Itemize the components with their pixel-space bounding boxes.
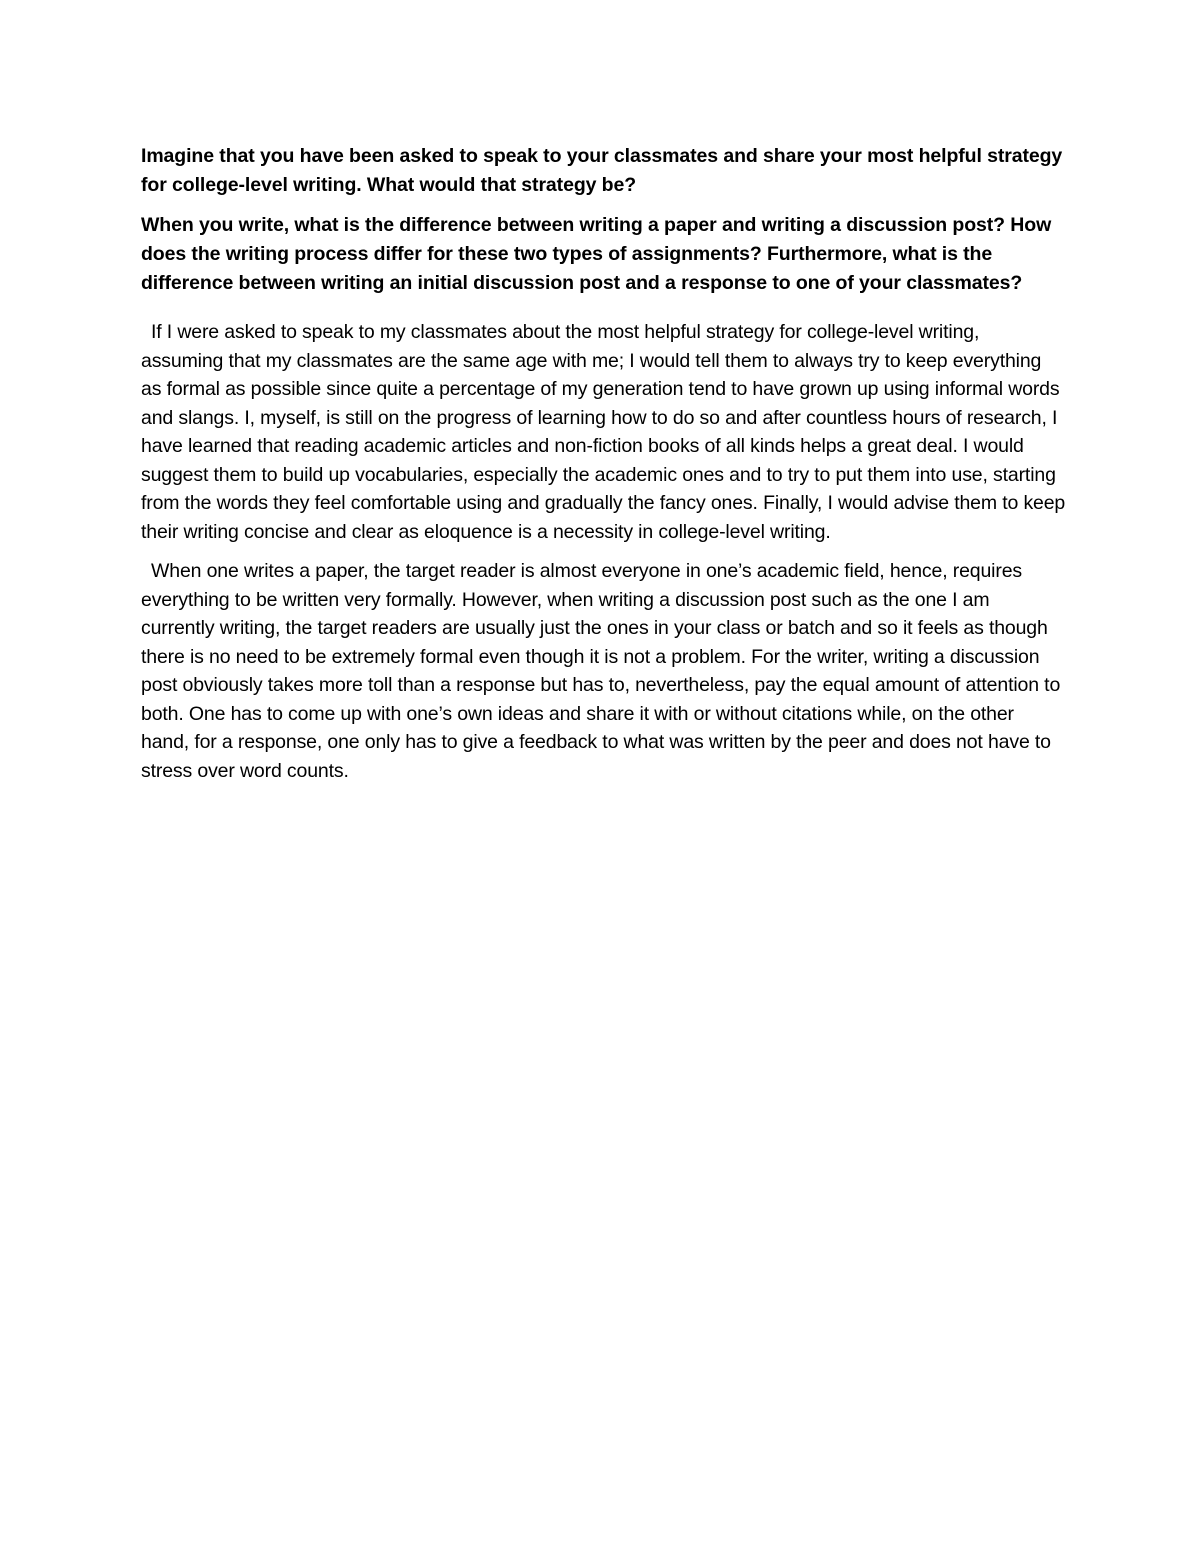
answer-paragraph-1-text: If I were asked to speak to my classmates about the most helpful strategy for college-level writing, assuming that my classmates are the same age with me; I would tell them to always try to keep everything as formal as possible since quite a percentage of my generation tend to have grown up using informal words and slangs. I, myself, is still on the progress of learning how to do so and after countless hours of research, I have learned that reading academic articles and non-fiction books of all kinds helps a great deal. I would suggest them to build up vocabularies, especially the academic ones and to try to put them into use, starting from the words they feel comfortable using and gradually the fancy ones. Finally, I would advise them to keep their writing concise and clear as eloquence is a necessity in college-level writing.: [141, 321, 1066, 543]
prompt-question-2: When you write, what is the difference between writing a paper and writing a discussion post? How does the writing process differ for these two types of assignments? Furthermore, what is the difference between writing an initial discussion post and a response to one of your classmates?: [141, 214, 1052, 294]
answer-paragraph-1: [141, 318, 1066, 546]
answer-paragraph-2: [141, 557, 1066, 785]
answer-paragraph-2-text: When one writes a paper, the target reader is almost everyone in one’s academic field, hence, requires everything to be written very formally. However, when writing a discussion post such as the one I am currently writing, the target readers are usually just the ones in your class or batch and so it feels as though there is no need to be extremely formal even though it is not a problem. For the writer, writing a discussion post obviously takes more toll than a response but has to, nevertheless, pay the equal amount of attention to both. One has to come up with one’s own ideas and share it with or without citations while, on the other hand, for a response, one only has to give a feedback to what was written by the peer and does not have to stress over word counts.: [141, 560, 1061, 782]
document-body: [141, 142, 1066, 796]
prompt-question-1: Imagine that you have been asked to speak to your classmates and share your most helpful strategy for college-level writing. What would that strategy be?: [141, 145, 1063, 196]
